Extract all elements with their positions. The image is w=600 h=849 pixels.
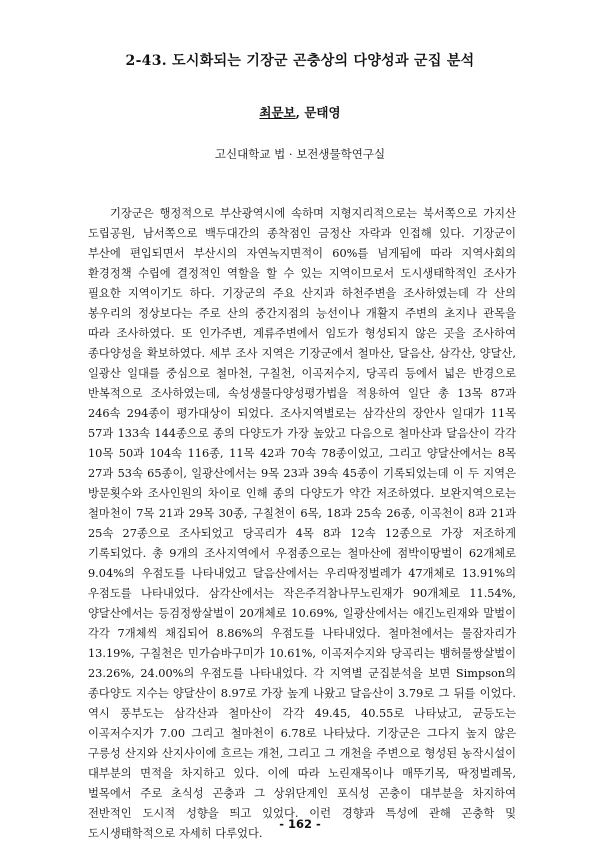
co-author: 문태영 — [304, 105, 341, 120]
abstract-body: 기장군은 행정적으로 부산광역시에 속하며 지형지리적으로는 북서쪽으로 가지산 도립공원, 남서쪽으로 백두대간의 종착점인 금정산 자락과 인접해 있다. 기장군이 부산에 편입되면서 부산시의 자연녹지면적이 60%를 넘게됨에 따라 지역사회의 환경정책 수립에 결정적인 역할을 할 수 있는 지역이므로서 도시생태학적인 조사가 필요한 지역이기도 하다. 기장군의 주요 산지과 하천주변을 조사하였는데 각 산의 봉우리의 정상보다는 주로 산의 중간지점의 능선이나 개활지 주변의 초지나 관목을 따라 조사하였다. 또 인가주변, 계류주변에서 임도가 형성되지 않은 곳을 조사하여 종다양성을 확보하였다. 세부 조사 지역은 기장군에서 철마산, 달음산, 삼각산, 양달산, 일광산 일대를 중심으로 철마천, 구칠천, 이곡저수지, 당곡리 등에서 넓은 반경으로 반복적으로 조사하였는데, 속성생물다양성평가법을 적용하여 일단 총 13목 87과 246속 294종이 평가대상이 되었다. 조사지역별로는 삼각산의 장안사 일대가 11목 57과 133속 144종으로 종의 다양도가 가장 높았고 다음으로 철마산과 달음산이 각각 10목 50과 104속 116종, 11목 42과 70속 78종이었고, 그리고 양달산에서는 8목 27과 53속 65종이, 일광산에서는 9목 23과 39속 45종이 기록되었는데 이 두 지역은 방문횟수와 조사인원의 차이로 인해 종의 다양도가 약간 저조하였다. 보완지역으로는 철마천이 7목 21과 29목 30종, 구칠천이 6목, 18과 25속 26종, 이곡천이 8과 21과 25속 27종으로 조사되었고 당곡리가 4목 8과 12속 12종으로 가장 저조하게 기록되었다. 총 9개의 조사지역에서 우점종으로는 철마산에 점박이땅벌이 62개체로 9.04%의 우점도를 나타내었고 달음산에서는 우리딱정벌레가 47개체로 13.91%의 우점도를 나타내었다. 삼각산에서는 작은주걱참나무노린재가 90개체로 11.54%, 양달산에서는 등검정쌍살벌이 20개체로 10.69%, 일광산에서는 애긴노린재와 말벌이 각각 7개체씩 채집되어 8.86%의 우점도를 나타내었다. 철마천에서는 물잠자리가 13.19%, 구칠천은 민가슴바구미가 10.61%, 이곡저수지와 당곡리는 뱀허물쌍살벌이 23.26%, 24.00%의 우점도를 나타내었다. 각 지역별 군집분석을 보면 Simpson의 종다양도 지수는 양달산이 8.97로 가장 높게 나왔고 달음산이 3.79로 그 뒤를 이었다. 역시 풍부도는 삼각산과 철마산이 각각 49.45, 40.55로 나타났고, 균등도는 이곡저수지가 7.00 그리고 철마천이 6.78로 나타났다. 기장군은 그다지 높지 않은 구릉성 산지와 산지사이에 흐르는 개천, 그리고 그 개천을 주변으로 형성된 농작시설이 대부분의 면적을 차지하고 있다. 이에 따라 노린재목이나 매뚜기목, 딱정벌레목, 벌목에서 주로 초식성 곤충과 그 상위단계인 포식성 곤충이 대부분을 차지하여 전반적인 도시적 성향을 띄고 있었다. 이런 경향과 특성에 관해 곤충학 및 도시생태학적으로 자세히 다루었다. — [88, 207, 516, 840]
author-line — [0, 103, 600, 121]
affiliation: 고신대학교 법 · 보전생물학연구실 — [214, 147, 386, 161]
paper-title: 2-43. 도시화되는 기장군 곤충상의 다양성과 군집 분석 — [125, 53, 475, 69]
page-number: - 162 - — [279, 817, 321, 831]
presenting-author: 최문보 — [259, 105, 296, 120]
author-separator: , — [295, 105, 305, 120]
